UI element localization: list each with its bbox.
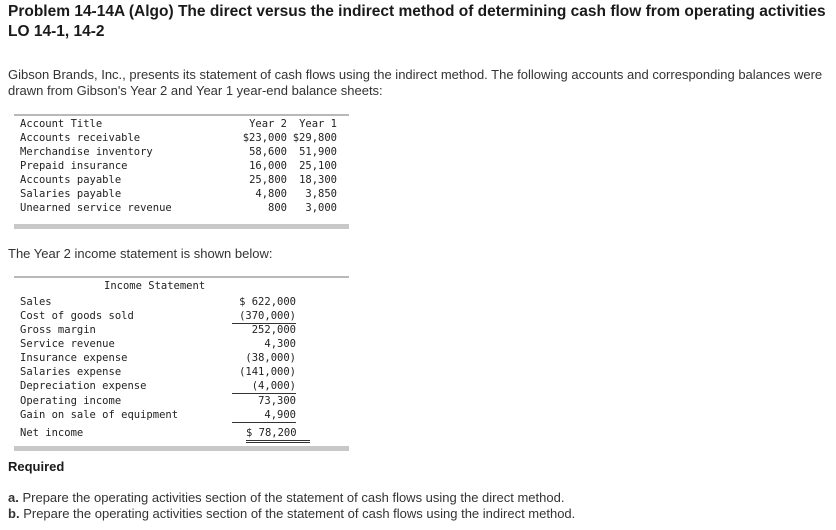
account-title: Unearned service revenue [20, 202, 172, 214]
line-item-amount: 252,000 [251, 324, 296, 336]
income-statement-header: Income Statement [104, 280, 206, 292]
year2-value: 25,800 [249, 174, 287, 186]
line-item-label: Operating income [20, 395, 122, 407]
column-header-account: Account Title [20, 118, 103, 130]
account-title: Salaries payable [20, 188, 122, 200]
intro-paragraph: Gibson Brands, Inc., presents its statement of cash flows using the indirect method. The following accounts and corresponding balances were drawn from Gibson's Year 2 and Year 1 year-end balance sheets: [8, 67, 823, 98]
account-title: Accounts receivable [20, 132, 141, 144]
table-row [14, 295, 349, 309]
item-letter: b. [8, 506, 20, 521]
table-row [14, 337, 349, 351]
column-header-year1: Year 1 [299, 118, 337, 130]
required-heading: Required [8, 459, 65, 474]
line-item-amount: 4,300 [264, 338, 296, 350]
year2-value: 800 [268, 202, 287, 214]
balance-sheet-table [14, 114, 349, 229]
year1-value: 51,900 [299, 146, 337, 158]
line-item-amount: (4,000) [232, 379, 296, 394]
table-row [14, 323, 349, 337]
line-item-label: Service revenue [20, 338, 115, 350]
column-header-year2: Year 2 [249, 118, 287, 130]
line-item-amount: $ 78,200 [246, 426, 310, 443]
list-item [8, 490, 575, 506]
required-list [8, 490, 575, 522]
line-item-label: Gross margin [20, 324, 96, 336]
line-item-label: Net income [20, 427, 84, 439]
table-row [14, 351, 349, 365]
year1-value: $29,800 [292, 132, 337, 144]
year1-value: 3,000 [305, 202, 337, 214]
table-header-row [14, 117, 349, 131]
item-text: Prepare the operating activities section of the statement of cash flows using the indirect method. [23, 506, 576, 521]
line-item-amount: (370,000) [232, 309, 296, 324]
table-row [14, 379, 349, 393]
year2-value: $23,000 [242, 132, 287, 144]
line-item-amount: (141,000) [239, 366, 296, 378]
year2-value: 58,600 [249, 146, 287, 158]
line-item-label: Insurance expense [20, 352, 128, 364]
year1-value: 18,300 [299, 174, 337, 186]
account-title: Merchandise inventory [20, 146, 153, 158]
line-item-amount: 4,900 [232, 408, 296, 423]
item-text: Prepare the operating activities section of the statement of cash flows using the direct method. [22, 490, 565, 505]
table-row [14, 408, 349, 422]
year1-value: 25,100 [299, 160, 337, 172]
problem-title: Problem 14-14A (Algo) The direct versus the indirect method of determining cash flow from operating activities LO 14-1, 14-2 [8, 3, 826, 40]
table-row [14, 394, 349, 408]
line-item-label: Gain on sale of equipment [20, 409, 179, 421]
line-item-label: Cost of goods sold [20, 310, 134, 322]
line-item-label: Depreciation expense [20, 380, 147, 392]
account-title: Accounts payable [20, 174, 122, 186]
table-row [14, 187, 349, 201]
income-statement-table [14, 276, 349, 451]
line-item-amount: $ 622,000 [239, 296, 296, 308]
account-title: Prepaid insurance [20, 160, 128, 172]
line-item-label: Sales [20, 296, 52, 308]
line-item-label: Salaries expense [20, 366, 122, 378]
year1-value: 3,850 [305, 188, 337, 200]
line-item-amount: (38,000) [245, 352, 296, 364]
table-row [14, 159, 349, 173]
income-statement-intro: The Year 2 income statement is shown below: [8, 246, 273, 261]
year2-value: 4,800 [255, 188, 287, 200]
table-row [14, 426, 349, 440]
year2-value: 16,000 [249, 160, 287, 172]
table-row [14, 309, 349, 323]
table-row [14, 173, 349, 187]
item-letter: a. [8, 490, 19, 505]
table-row [14, 201, 349, 215]
line-item-amount: 73,300 [258, 395, 296, 407]
table-row [14, 131, 349, 145]
table-row [14, 365, 349, 379]
list-item [8, 506, 575, 522]
table-row [14, 145, 349, 159]
